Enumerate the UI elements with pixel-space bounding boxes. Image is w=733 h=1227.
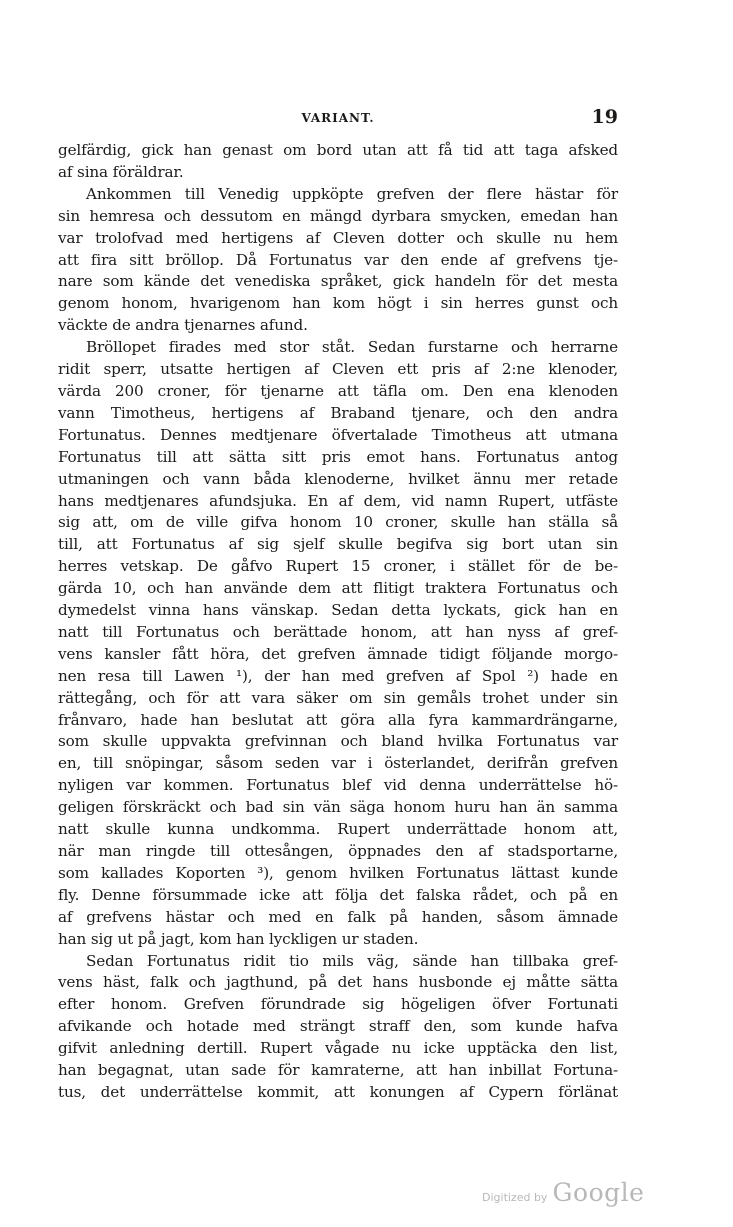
text-line: rättegång, och för att vara säker om sin gemåls trohet under sin xyxy=(58,688,618,707)
text-line: af grefvens hästar och med en falk på handen, såsom ämnade xyxy=(58,907,618,926)
text-line: Bröllopet firades med stor ståt. Sedan furstarne och herrarne xyxy=(86,338,618,357)
text-line: genom honom, hvarigenom han kom högt i sin herres gunst och xyxy=(58,294,618,313)
text-line: ridit sperr, utsatte hertigen af Cleven ett pris af 2:ne klenoder, xyxy=(58,360,618,379)
text-line: Sedan Fortunatus ridit tio mils väg, sände han tillbaka gref- xyxy=(86,951,618,970)
text-line: vens häst, falk och jagthund, på det hans husbonde ej måtte sätta xyxy=(58,973,618,992)
text-line: en, till snöpingar, såsom seden var i österlandet, derifrån grefven xyxy=(58,754,618,773)
text-line: när man ringde till ottesången, öppnades den af stadsportarne, xyxy=(58,842,618,860)
text-line: Fortunatus till att sätta sitt pris emot hans. Fortunatus antog xyxy=(58,447,618,466)
text-line: vens kansler fått höra, det grefven ämnade tidigt följande morgo- xyxy=(58,644,618,663)
text-line: fly. Denne försummade icke att följa det falska rådet, och på en xyxy=(58,885,618,904)
text-line: han sig ut på jagt, kom han lyckligen ur staden. xyxy=(58,929,419,948)
text-line: tus, det underrättelse kommit, att konungen af Cypern förlänat xyxy=(58,1082,618,1101)
text-line: utmaningen och vann båda klenoderne, hvilket ännu mer retade xyxy=(58,469,618,488)
text-line: dymedelst vinna hans vänskap. Sedan detta lyckats, gick han en xyxy=(58,601,618,620)
text-line: af sina föräldrar. xyxy=(58,162,184,181)
text-line: var trolofvad med hertigens af Cleven dotter och skulle nu hem xyxy=(58,228,618,247)
page-number: 19 xyxy=(591,106,618,128)
text-line: att fira sitt bröllop. Då Fortunatus var den ende af grefvens tje- xyxy=(58,250,618,269)
text-line: sig att, om de ville gifva honom 10 croner, skulle han ställa så xyxy=(58,513,618,532)
text-line: herres vetskap. De gåfvo Rupert 15 croner, i stället för de be- xyxy=(58,557,618,576)
running-header xyxy=(58,106,618,130)
text-line: Ankommen till Venedig uppköpte grefven der flere hästar för xyxy=(86,184,618,203)
text-line: han begagnat, utan sade för kamraterne, att han inbillat Fortuna- xyxy=(58,1061,618,1080)
running-title: VARIANT. xyxy=(301,111,375,125)
text-line: efter honom. Grefven förundrade sig högeligen öfver Fortunati xyxy=(58,995,618,1014)
digitized-by-label: Digitized by xyxy=(482,1191,548,1204)
text-line: som skulle uppvakta grefvinnan och bland hvilka Fortunatus var xyxy=(58,732,618,751)
text-line: väckte de andra tjenarnes afund. xyxy=(58,316,308,335)
text-line: värda 200 croner, för tjenarne att täfla om. Den ena klenoden xyxy=(58,381,618,400)
text-line: frånvaro, hade han beslutat att göra alla fyra kammardrängarne, xyxy=(58,710,618,729)
body-text xyxy=(58,140,618,1104)
text-line: nen resa till Lawen ¹), der han med grefven af Spol ²) hade en xyxy=(58,666,618,685)
text-line: gärda 10, och han använde dem att flitigt traktera Fortunatus och xyxy=(58,579,618,598)
text-line: sin hemresa och dessutom en mängd dyrbara smycken, emedan han xyxy=(58,206,618,225)
text-line: geligen förskräckt och bad sin vän säga honom huru han än samma xyxy=(58,798,618,817)
google-logo: Google xyxy=(552,1178,645,1207)
text-line: nyligen var kommen. Fortunatus blef vid denna underrättelse hö- xyxy=(58,776,618,795)
text-line: gifvit anledning dertill. Rupert vågade nu icke upptäcka den list, xyxy=(58,1039,618,1058)
text-line: gelfärdig, gick han genast om bord utan att få tid att taga afsked xyxy=(58,141,618,159)
text-line: nare som kände det venediska språket, gick handeln för det mesta xyxy=(58,272,618,291)
text-line: Fortunatus. Dennes medtjenare öfvertalade Timotheus att utmana xyxy=(58,425,618,444)
text-line: natt till Fortunatus och berättade honom, att han nyss af gref- xyxy=(58,622,618,641)
text-line: till, att Fortunatus af sig sjelf skulle begifva sig bort utan sin xyxy=(58,535,618,554)
text-line: vann Timotheus, hertigens af Braband tjenare, och den andra xyxy=(58,403,618,422)
digitization-watermark xyxy=(482,1178,644,1207)
text-line: afvikande och hotade med strängt straff den, som kunde hafva xyxy=(58,1017,618,1036)
text-line: hans medtjenares afundsjuka. En af dem, vid namn Rupert, utfäste xyxy=(58,491,618,510)
text-line: som kallades Koporten ³), genom hvilken Fortunatus lättast kunde xyxy=(58,863,618,882)
text-line: natt skulle kunna undkomma. Rupert underrättade honom att, xyxy=(58,820,618,839)
